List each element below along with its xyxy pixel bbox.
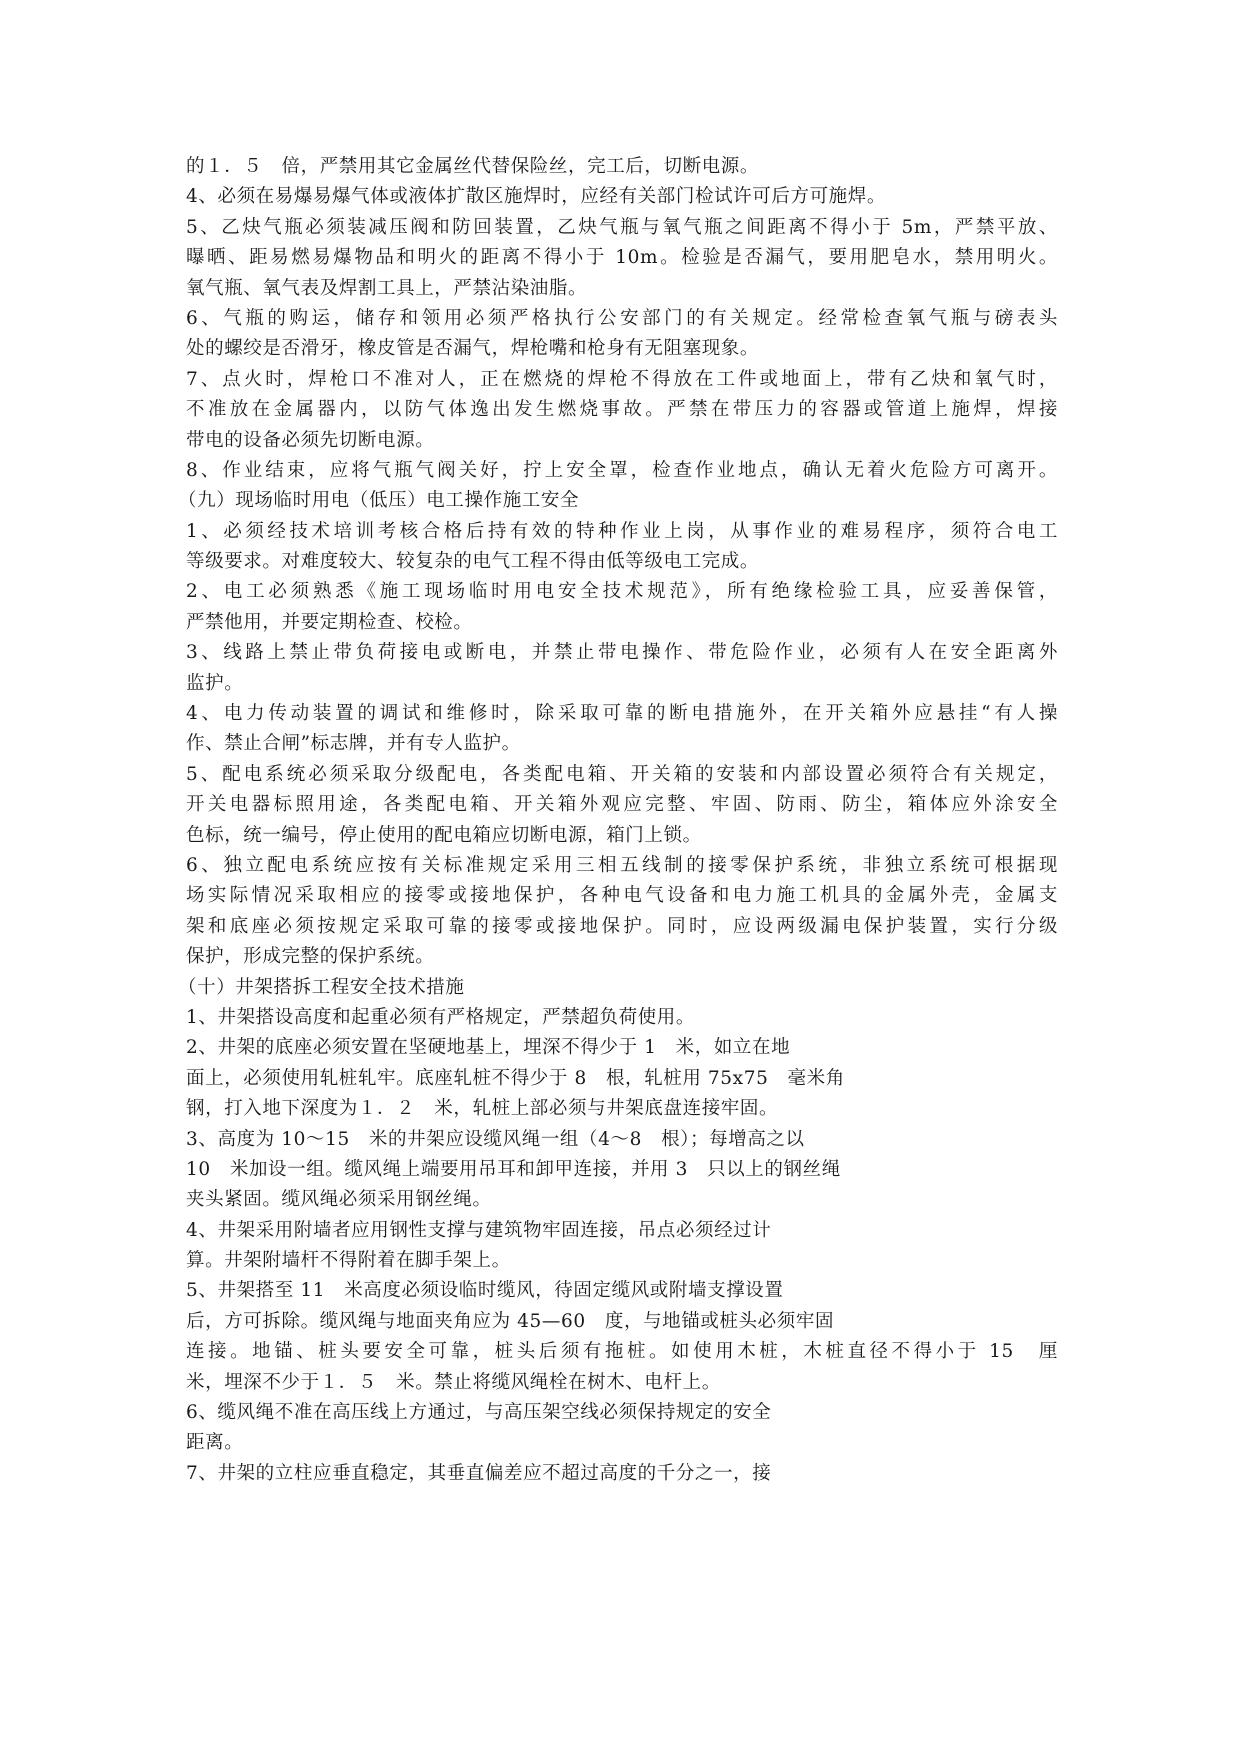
text-line: 曝晒、距易燃易爆物品和明火的距离不得小于 10m。检验是否漏气，要用肥皂水，禁用明火。: [186, 247, 1058, 269]
text-line: 1、必须经技术培训考核合格后持有效的特种作业上岗，从事作业的难易程序，须符合电工: [186, 520, 1058, 542]
text-line: 4、必须在易爆易爆气体或液体扩散区施焊时，应经有关部门检试许可后方可施焊。: [186, 186, 886, 208]
text-line: 距离。: [186, 1432, 244, 1454]
text-line: 3、高度为 10～15 米的井架应设缆风绳一组（4～8 根）；每增高之以: [186, 1128, 805, 1150]
section-heading: （十）井架搭拆工程安全技术措施: [178, 976, 465, 998]
text-line: 6、独立配电系统应按有关标准规定采用三相五线制的接零保护系统，非独立系统可根据现: [186, 854, 1058, 876]
text-line: 4、井架采用附墙者应用钢性支撑与建筑物牢固连接，吊点必须经过计: [186, 1219, 772, 1241]
text-line: 2、电工必须熟悉《施工现场临时用电安全技术规范》，所有绝缘检验工具，应妥善保管，: [186, 581, 1058, 603]
text-line: 严禁他用，并要定期检查、校检。: [186, 611, 473, 633]
text-line: 4、电力传动装置的调试和维修时，除采取可靠的断电措施外，在开关箱外应悬挂“有人操: [186, 703, 1058, 725]
text-line: 2、井架的底座必须安置在坚硬地基上，埋深不得少于 1 米，如立在地: [186, 1037, 791, 1059]
text-line: 6、缆风绳不准在高压线上方通过，与高压架空线必须保持规定的安全: [186, 1402, 772, 1424]
text-line: 作、禁止合闸”标志牌，并有专人监护。: [186, 733, 521, 755]
text-line: 带电的设备必须先切断电源。: [186, 429, 435, 451]
text-line: 7、井架的立柱应垂直稳定，其垂直偏差应不超过高度的千分之一，接: [186, 1462, 772, 1484]
text-line: 连接。地锚、桩头要安全可靠，桩头后须有拖桩。如使用木桩，木桩直径不得小于 15 厘: [186, 1341, 1058, 1363]
text-line: 等级要求。对难度较大、较复杂的电气工程不得由低等级电工完成。: [186, 551, 760, 573]
text-line: 6、气瓶的购运，储存和领用必须严格执行公安部门的有关规定。经常检查氧气瓶与磅表头: [186, 307, 1058, 329]
text-line: 开关电器标照用途，各类配电箱、开关箱外观应完整、牢固、防雨、防尘，箱体应外涂安全: [186, 794, 1058, 816]
text-line: 5、配电系统必须采取分级配电，各类配电箱、开关箱的安装和内部设置必须符合有关规定，: [186, 763, 1058, 785]
text-line: 5、井架搭至 11 米高度必须设临时缆风，待固定缆风或附墙支撑设置: [186, 1280, 784, 1302]
document-body: [178, 152, 1058, 1489]
text-line: 后，方可拆除。缆风绳与地面夹角应为 45—60 度，与地锚或桩头必须牢固: [186, 1310, 835, 1332]
text-line: 氧气瓶、氧气表及焊割工具上，严禁沾染油脂。: [186, 277, 588, 299]
text-line: 1、井架搭设高度和起重必须有严格规定，严禁超负荷使用。: [186, 1006, 695, 1028]
text-line: 3、线路上禁止带负荷接电或断电，并禁止带电操作、带危险作业，必须有人在安全距离外: [186, 642, 1058, 664]
text-line: 保护，形成完整的保护系统。: [186, 946, 435, 968]
section-heading: （九）现场临时用电（低压）电工操作施工安全: [178, 490, 580, 512]
text-line: 10 米加设一组。缆风绳上端要用吊耳和卸甲连接，并用 3 只以上的钢丝绳: [186, 1158, 841, 1180]
text-line: 监护。: [186, 672, 244, 694]
text-line: 不准放在金属器内，以防气体逸出发生燃烧事故。严禁在带压力的容器或管道上施焊，焊接: [186, 399, 1058, 421]
text-line: 处的螺绞是否滑牙，橡皮管是否漏气，焊枪嘴和枪身有无阻塞现象。: [186, 338, 760, 360]
text-line: 钢，打入地下深度为１．２ 米，轧桩上部必须与井架底盘连接牢固。: [186, 1098, 779, 1120]
text-line: 米，埋深不少于１．５ 米。禁止将缆风绳栓在树木、电杆上。: [186, 1371, 721, 1393]
text-line: 夹头紧固。缆风绳必须采用钢丝绳。: [186, 1189, 492, 1211]
text-line: 架和底座必须按规定采取可靠的接零或接地保护。同时，应设两级漏电保护装置，实行分级: [186, 915, 1058, 937]
text-line: 7、点火时，焊枪口不准对人，正在燃烧的焊枪不得放在工件或地面上，带有乙炔和氧气时，: [186, 368, 1058, 390]
text-line: 算。井架附墙杆不得附着在脚手架上。: [186, 1250, 511, 1272]
text-line: 场实际情况采取相应的接零或接地保护，各种电气设备和电力施工机具的金属外壳，金属支: [186, 885, 1058, 907]
text-line: 的１．５ 倍，严禁用其它金属丝代替保险丝，完工后，切断电源。: [186, 156, 760, 177]
text-line: 5、乙炔气瓶必须装减压阀和防回装置，乙炔气瓶与氧气瓶之间距离不得小于 5m，严禁平放、: [186, 216, 1058, 238]
text-line: 8、作业结束，应将气瓶气阀关好，拧上安全罩，检查作业地点，确认无着火危险方可离开。: [186, 459, 1058, 481]
text-line: 面上，必须使用轧桩轧牢。底座轧桩不得少于 8 根，轧桩用 75x75 毫米角: [186, 1067, 845, 1089]
text-line: 色标，统一编号，停止使用的配电箱应切断电源，箱门上锁。: [186, 824, 702, 846]
